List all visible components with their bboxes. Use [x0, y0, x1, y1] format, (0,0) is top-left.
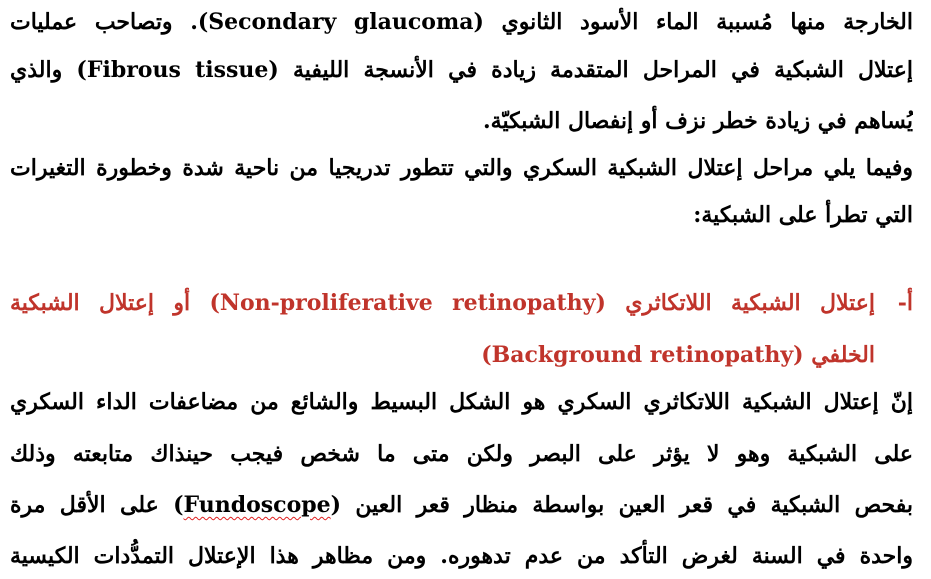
paragraph-1-line-2: إعتلال الشبكية في المراحل المتقدمة زيادة في الأنسجة الليفية (Fibrous tissue) والذي: [10, 57, 913, 83]
section-marker: أ-: [897, 290, 913, 316]
fundoscope-term: Fundoscope: [183, 492, 331, 518]
paragraph-3-line-1: إنّ إعتلال الشبكية اللاتكاثري السكري هو الشكل البسيط والشائع من مضاعفات الداء السكري: [10, 389, 913, 415]
paragraph-2-line-2: التي تطرأ على الشبكية:: [693, 202, 913, 228]
paragraph-1-line-1: الخارجة منها مُسببة الماء الأسود الثانوي (Secondary glaucoma). وتصاحب عمليات: [10, 9, 913, 35]
paragraph-3-line-4: واحدة في السنة لغرض التأكد من عدم تدهوره. ومن مظاهر هذا الإعتلال التمدُّدات الكيسية: [10, 543, 913, 569]
paragraph-3-line-3-start: بفحص الشبكية في قعر العين بواسطة منظار قعر العين (: [330, 492, 913, 518]
section-heading-line-1: إعتلال الشبكية اللاتكاثري (Non-proliferative retinopathy) أو إعتلال الشبكية: [10, 290, 875, 316]
section-heading-line-2: الخلفي (Background retinopathy): [481, 342, 875, 368]
paragraph-1-line-3: يُساهم في زيادة خطر نزف أو إنفصال الشبكيّة.: [483, 108, 913, 134]
paragraph-3-line-3: [10, 483, 913, 527]
paragraph-3-line-2: على الشبكية وهو لا يؤثر على البصر ولكن متى ما شخص فيجب حينذاك متابعته وذلك: [10, 441, 913, 467]
paragraph-2-line-1: وفيما يلي مراحل إعتلال الشبكية السكري والتي تتطور تدريجيا من ناحية شدة وخطورة التغيرات: [10, 155, 913, 181]
paragraph-3-line-3-end: ) على الأقل مرة: [10, 492, 184, 518]
